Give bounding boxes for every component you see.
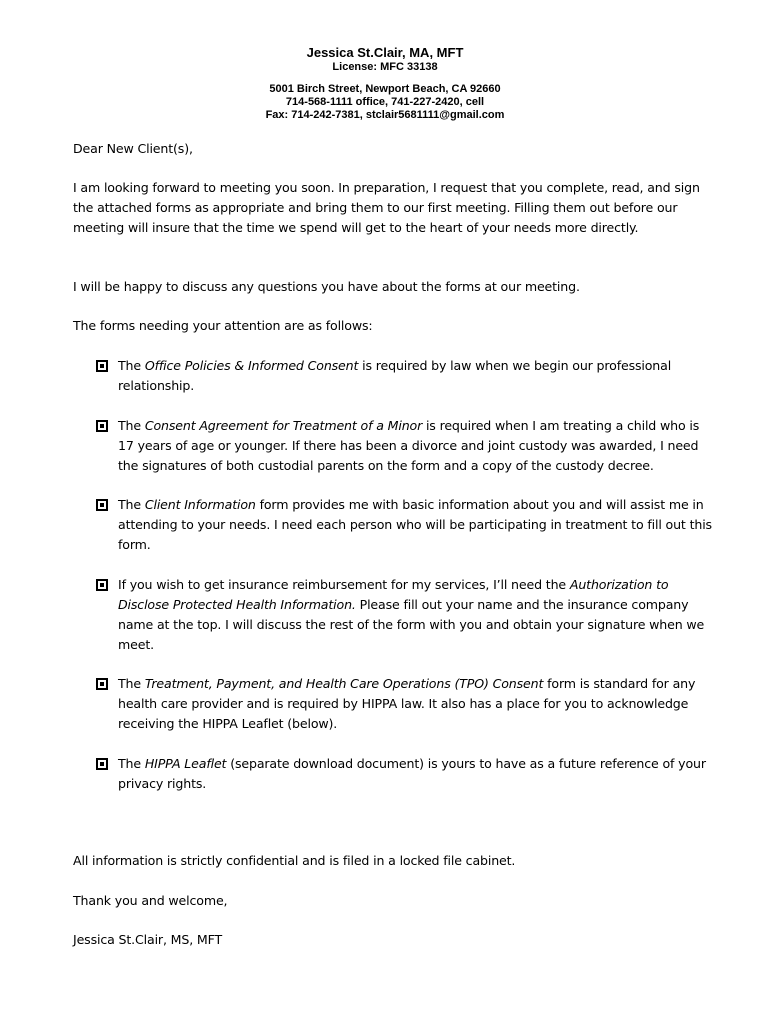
list-item-text: form is standard for any health care provider and is required by HIPPA law. It also has a place for you to acknowledge receiving the HIPPA Leaflet (below). <box>118 676 696 731</box>
list-item-text: is required by law when we begin our professional relationship. <box>118 358 672 393</box>
form-title: Client Information <box>144 497 256 512</box>
square-bullet-icon <box>96 499 108 511</box>
salutation: Dear New Client(s), <box>73 141 193 156</box>
list-item-text: The <box>118 358 145 373</box>
list-item <box>96 674 716 734</box>
letterhead-phones: 714-568-1111 office, 741-227-2420, cell <box>285 96 485 108</box>
confidentiality-paragraph: All information is strictly confidential and is filed in a locked file cabinet. <box>73 853 516 868</box>
square-bullet-icon <box>96 360 108 372</box>
list-item <box>96 495 716 555</box>
signature-name: Jessica St.Clair, MS, MFT <box>73 932 223 947</box>
list-item-text: (separate download document) is yours to have as a future reference of your privacy rights. <box>118 755 706 791</box>
list-item-text: If you wish to get insurance reimbursement for my services, I’ll need the <box>118 576 570 592</box>
list-item-text: The <box>118 755 145 771</box>
square-bullet-icon <box>96 758 108 770</box>
letterhead-fax-email: Fax: 714-242-7381, stclair5681111@gmail.com <box>265 109 505 121</box>
list-item-text: is required when I am treating a child who is 17 years of age or younger. If there has been a divorce and joint custody was awarded, I need the signatures of both custodial parents on the form and a copy of the custody decree. <box>118 417 700 473</box>
list-item-text: The <box>118 417 145 433</box>
intro-paragraph: I am looking forward to meeting you soon. In preparation, I request that you complete, read, and sign the attached forms as appropriate and bring them to our first meeting. Filling them out before our meeting will insure that the time we spend will get to the heart of your needs more directly. <box>73 180 700 235</box>
form-title: HIPPA Leaflet <box>144 755 227 771</box>
letterhead-name: Jessica St.Clair, MA, MFT <box>306 45 464 60</box>
list-item-text: Please fill out your name and the insurance company name at the top. I will discuss the rest of the form with you and obtain your signature when we meet. <box>118 596 705 652</box>
list-item <box>96 575 716 655</box>
list-item <box>96 754 716 794</box>
square-bullet-icon <box>96 579 108 591</box>
list-item-text: The <box>118 497 145 512</box>
form-title: Authorization to Disclose Protected Health Information. <box>118 576 669 612</box>
square-bullet-icon <box>96 420 108 432</box>
list-item-text: form provides me with basic information about you and will assist me in attending to your needs. I need each person who will be participating in treatment to fill out this form. <box>118 497 712 552</box>
letterhead-license: License: MFC 33138 <box>332 61 438 73</box>
form-title: Treatment, Payment, and Health Care Operations (TPO) Consent <box>144 676 544 691</box>
list-item <box>96 356 716 396</box>
form-title: Consent Agreement for Treatment of a Minor <box>144 417 423 433</box>
letterhead-address: 5001 Birch Street, Newport Beach, CA 92660 <box>269 83 501 95</box>
square-bullet-icon <box>96 678 108 690</box>
forms-list <box>96 356 716 813</box>
forms-intro-paragraph: The forms needing your attention are as follows: <box>73 318 373 333</box>
closing-line: Thank you and welcome, <box>73 893 228 908</box>
questions-paragraph: I will be happy to discuss any questions you have about the forms at our meeting. <box>73 279 580 294</box>
list-item-text: The <box>118 676 145 691</box>
form-title: Office Policies & Informed Consent <box>144 358 359 373</box>
list-item <box>96 416 716 476</box>
